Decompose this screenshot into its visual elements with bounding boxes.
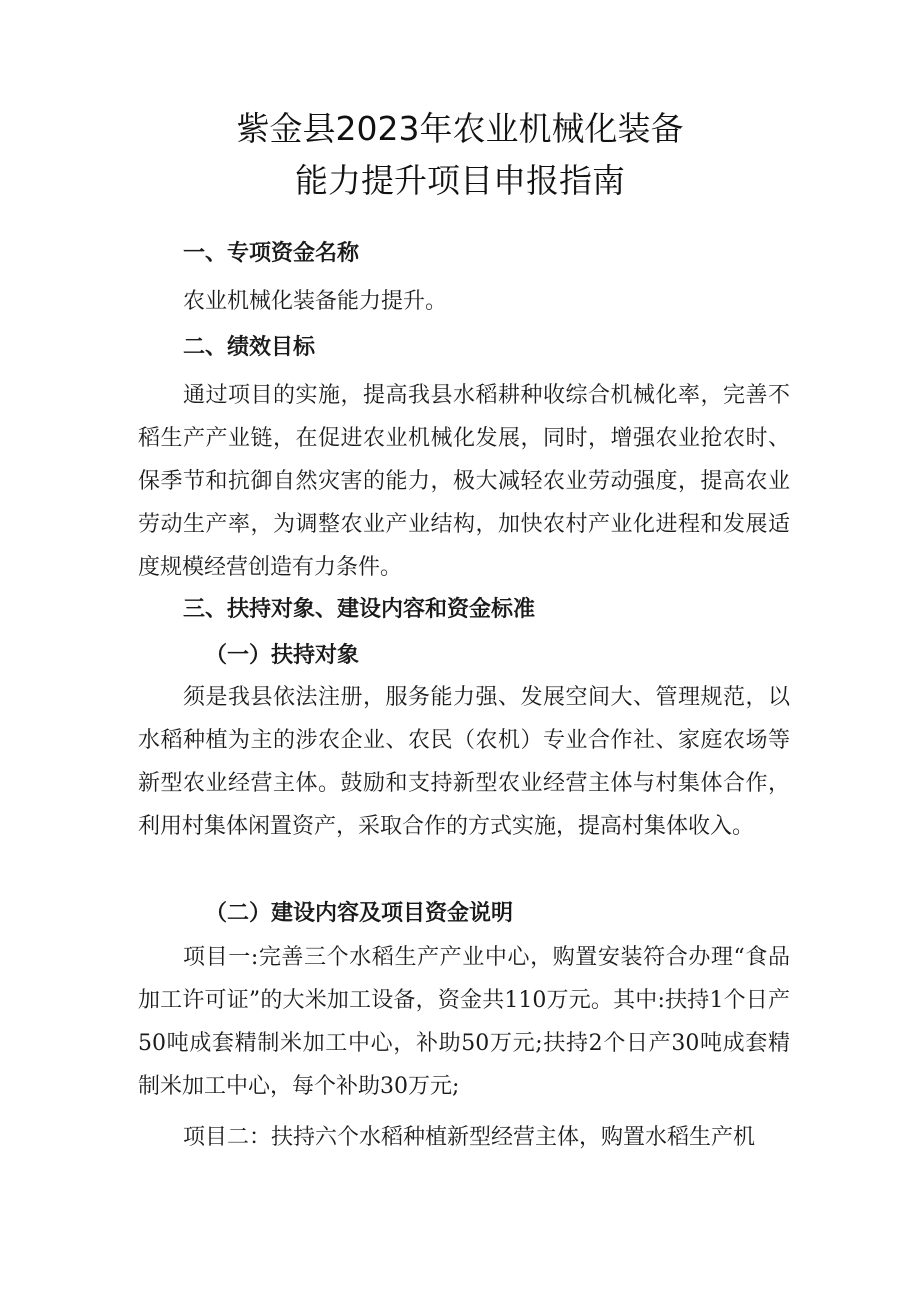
project-2-paragraph: 项目二：扶持六个水稻种植新型经营主体，购置水稻生产机 [183,1125,756,1150]
document-title-line-1: 紫金县2023年农业机械化装备 [236,109,684,148]
subsection-1-heading: （一）扶持对象 [205,643,360,668]
section-2-paragraph: 通过项目的实施，提高我县水稻耕种收综合机械化率，完善不稻生产产业链，在促进农业机械化发展，同时，增强农业抢农时、保季节和抗御自然灾害的能力，极大减轻农业劳动强度，提高农业劳动生产率，为调整农业产业结构，加快农村产业化进程和发展适度规模经营创造有力条件。 [138,383,790,580]
subsection-1-paragraph: 须是我县依法注册，服务能力强、发展空间大、管理规范，以水稻种植为主的涉农企业、农民（农机）专业合作社、家庭农场等新型农业经营主体。鼓励和支持新型农业经营主体与村集体合作，利用村集体闲置资产，采取合作的方式实施，提高村集体收入。 [138,685,790,839]
section-3-heading: 三、扶持对象、建设内容和资金标准 [183,597,536,622]
subsection-2-heading: （二）建设内容及项目资金说明 [205,901,514,926]
section-1-heading: 一、专项资金名称 [183,241,360,266]
project-1-paragraph: 项目一:完善三个水稻生产产业中心，购置安装符合办理“食品加工许可证”的大米加工设备，资金共110万元。其中:扶持1个日产50吨成套精制米加工中心，补助50万元;扶持2个日产30吨成套精制米加工中心，每个补助30万元; [138,945,790,1099]
section-1-paragraph: 农业机械化装备能力提升。 [183,289,448,314]
document-title-line-2: 能力提升项目申报指南 [295,161,625,200]
section-2-heading: 二、绩效目标 [183,335,316,360]
